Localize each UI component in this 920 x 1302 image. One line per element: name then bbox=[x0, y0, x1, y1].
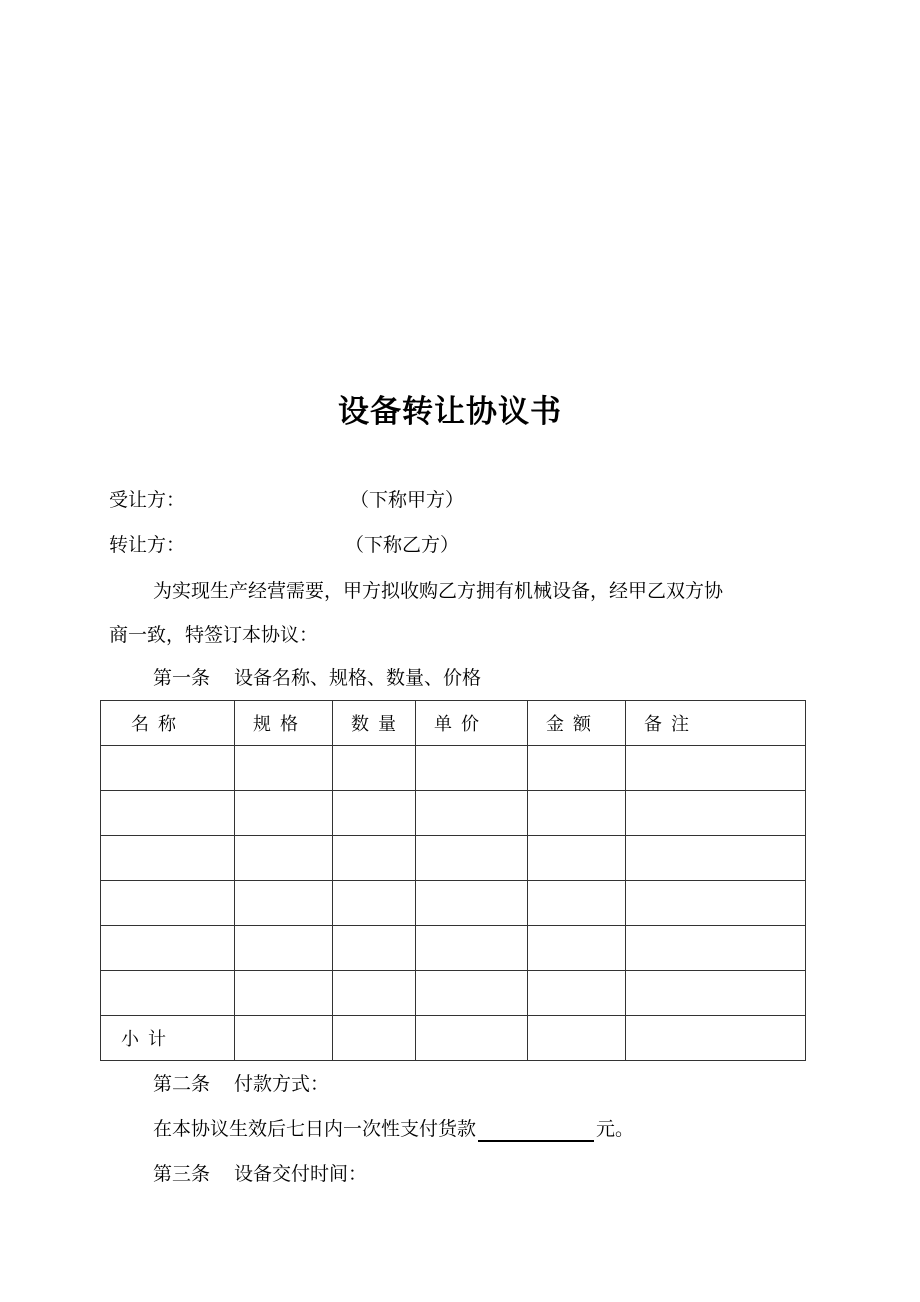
transferor-label: 转让方： bbox=[109, 534, 186, 556]
table-row bbox=[101, 971, 806, 1016]
table-row bbox=[101, 836, 806, 881]
subtotal-label: 小计 bbox=[101, 1016, 235, 1061]
article-1-number: 第一条 bbox=[153, 667, 211, 689]
equipment-table bbox=[100, 700, 806, 1061]
transferee-note: （下称甲方） bbox=[350, 489, 465, 511]
header-amount: 金额 bbox=[528, 701, 626, 746]
article-3-heading bbox=[153, 1161, 367, 1187]
table-row bbox=[101, 791, 806, 836]
table-header-row bbox=[101, 701, 806, 746]
article-2-heading bbox=[153, 1071, 329, 1097]
payment-detail-suffix: 元。 bbox=[596, 1118, 635, 1140]
header-remarks: 备注 bbox=[626, 701, 806, 746]
header-spec: 规格 bbox=[235, 701, 333, 746]
header-unit-price: 单价 bbox=[416, 701, 528, 746]
article-1-text: 设备名称、规格、数量、价格 bbox=[234, 667, 482, 689]
article-3-text: 设备交付时间： bbox=[234, 1163, 368, 1185]
transferor-note: （下称乙方） bbox=[345, 534, 460, 556]
intro-line-2: 商一致，特签订本协议： bbox=[109, 624, 319, 646]
payment-amount-blank[interactable] bbox=[478, 1118, 594, 1142]
header-name: 名称 bbox=[101, 701, 235, 746]
article-3-number: 第三条 bbox=[153, 1163, 211, 1185]
payment-detail bbox=[153, 1116, 634, 1142]
payment-detail-prefix: 在本协议生效后七日内一次性支付货款 bbox=[153, 1118, 477, 1140]
article-1-heading bbox=[153, 665, 481, 691]
intro-line-1: 为实现生产经营需要，甲方拟收购乙方拥有机械设备，经甲乙双方协 bbox=[153, 580, 724, 602]
table-row bbox=[101, 926, 806, 971]
table-row bbox=[101, 881, 806, 926]
document-title: 设备转让协议书 bbox=[338, 394, 562, 430]
transferee-label: 受让方： bbox=[109, 489, 186, 511]
article-2-text: 付款方式： bbox=[234, 1073, 330, 1095]
subtotal-row bbox=[101, 1016, 806, 1061]
table-row bbox=[101, 746, 806, 791]
article-2-number: 第二条 bbox=[153, 1073, 211, 1095]
header-quantity: 数量 bbox=[333, 701, 416, 746]
